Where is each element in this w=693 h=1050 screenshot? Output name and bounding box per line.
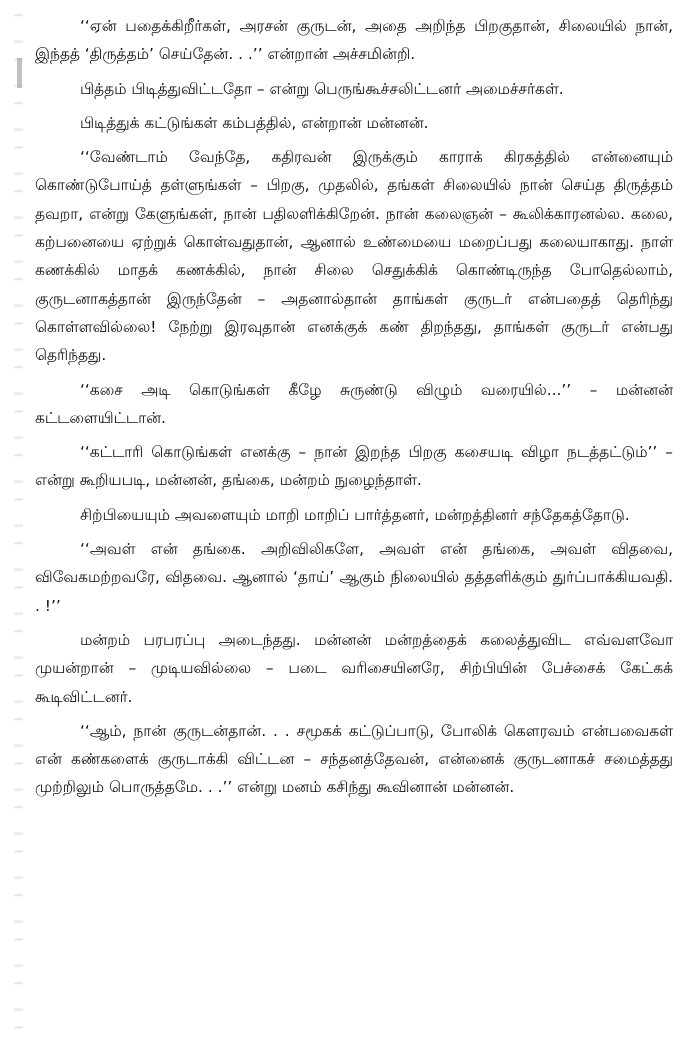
paragraph-4: ‘‘வேண்டாம் வேந்தே, கதிரவன் இருக்கும் காராக் கிரகத்தில் என்னையும் கொண்டுபோய்த் தள்ளுங்கள் – பிறகு, முதலில், தங்கள் சிலையில் நான் செய்த திருத்தம் தவறா, என்று கேளுங்கள், நான் பதிலளிக்கிறேன். நான் கலைஞன் – கூலிக்காரனல்ல. கலை, கற்பனையை ஏற்றுக் கொள்வதுதான், ஆனால் உண்மையை மறைப்பது கலையாகாது. நாள் கணக்கில் மாதக் கணக்கில், நான் சிலை செதுக்கிக் கொண்டிருந்த போதெல்லாம், குருடனாகத்தான் இருந்தேன் – அதனால்தான் தாங்கள் குருடர் என்பதைத் தெரிந்து கொள்ளவில்லை! நேற்று இரவுதான் எனக்குக் கண் திறந்தது, தாங்கள் குருடர் என்பது தெரிந்தது.	[35, 148, 673, 365]
paragraph-8: ‘‘அவள் என் தங்கை. அறிவிலிகளே, அவள் என் தங்கை, அவள் விதவை, விவேகமற்றவரே, விதவை. ஆனால் ‘தாய்’ ஆகும் நிலையில் தத்தளிக்கும் துர்ப்பாக்கியவதி. . !’’	[35, 540, 673, 615]
paragraph-1: ‘‘ஏன் பதைக்கிறீர்கள், அரசன் குருடன், அதை அறிந்த பிறகுதான், சிலையில் நான், இந்தத் ‘திருத்தம்’ செய்தேன். . .’’ என்றான் அச்சமின்றி.	[35, 17, 673, 64]
paragraph-5: ‘‘கசை அடி கொடுங்கள் கீழே சுருண்டு விழும் வரையில்...’’ – மன்னன் கட்டளையிட்டான்.	[35, 380, 673, 427]
paragraph-3: பிடித்துக் கட்டுங்கள் கம்பத்தில், என்றான் மன்னன்.	[80, 113, 429, 132]
scan-margin-artifact	[14, 0, 23, 1050]
paragraph-9: மன்றம் பரபரப்பு அடைந்தது. மன்னன் மன்றத்தைக் கலைத்துவிட எவ்வளவோ முயன்றான் – முடியவில்லை – படை வரிசையினரே, சிற்பியின் பேச்சைக் கேட்கக் கூடிவிட்டனர்.	[35, 630, 673, 706]
paragraph-2: பித்தம் பிடித்துவிட்டதோ – என்று பெருங்கூச்சலிட்டனர் அமைச்சர்கள்.	[80, 79, 564, 98]
paragraph-10: ‘‘ஆம், நான் குருடன்தான். . . சமூகக் கட்டுப்பாடு, போலிக் கௌரவம் என்பவைகள் என் கண்களைக் குருடாக்கி விட்டன – சந்தனத்தேவன், என்னைக் குருடனாகச் சமைத்தது முற்றிலும் பொருத்தமே. . .’’ என்று மனம் கசிந்து கூவினான் மன்னன்.	[35, 721, 673, 797]
paragraph-6: ‘‘கட்டாரி கொடுங்கள் எனக்கு – நான் இறந்த பிறகு கசையடி விழா நடத்தட்டும்’’ – என்று கூறியபடி, மன்னன், தங்கை, மன்றம் நுழைந்தாள்.	[35, 443, 673, 490]
paragraph-7: சிற்பியையும் அவளையும் மாறி மாறிப் பார்த்தனர், மன்றத்தினர் சந்தேகத்தோடு.	[80, 505, 630, 524]
body-text	[35, 12, 673, 808]
scan-mark-artifact	[17, 58, 22, 88]
